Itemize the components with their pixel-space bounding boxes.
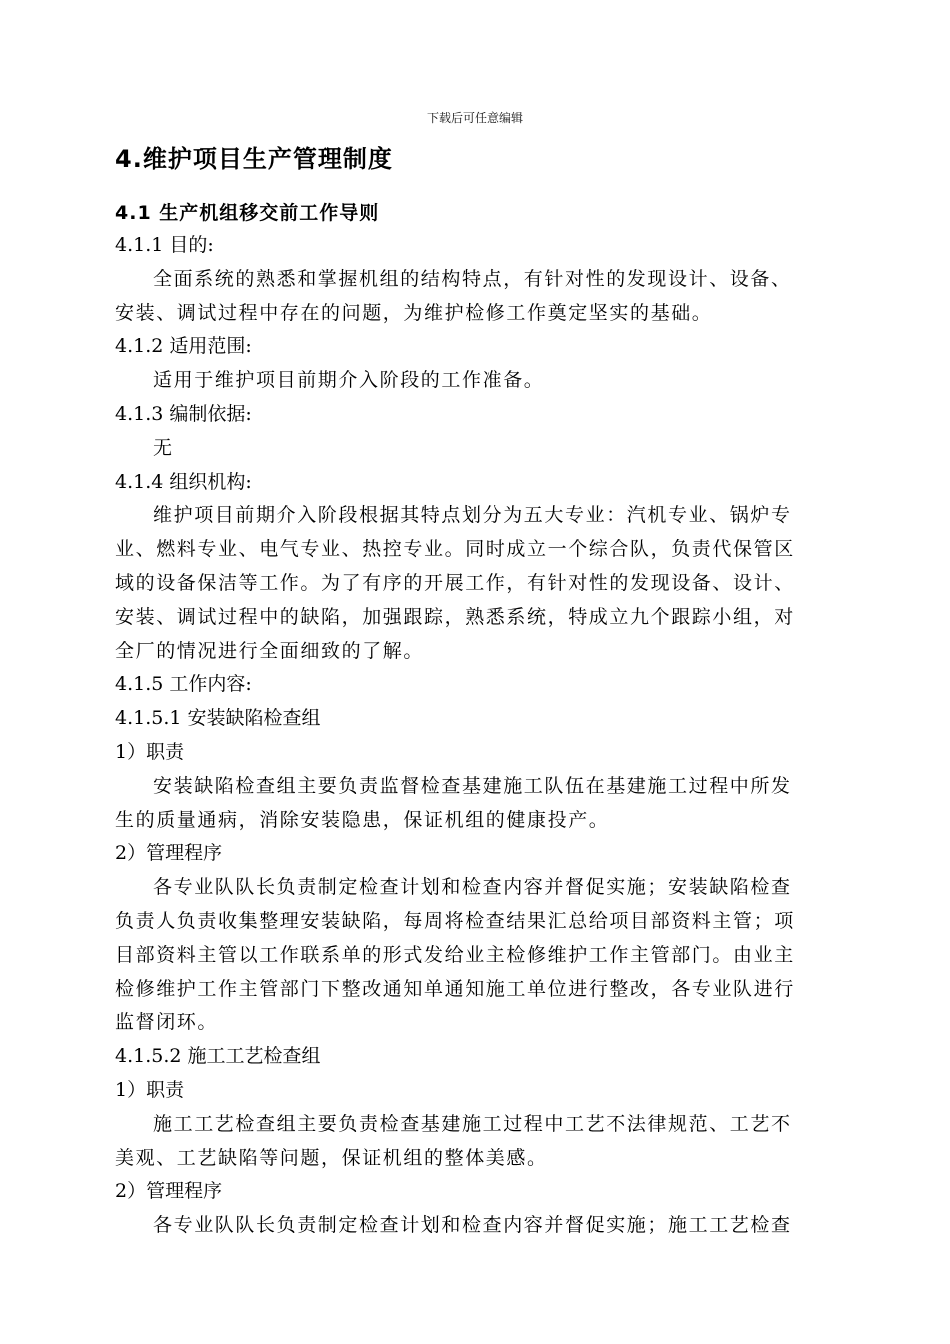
heading-line: 4.1.4 组织机构:: [115, 470, 252, 493]
document-body: [115, 142, 860, 1243]
paragraph-line: 美观、工艺缺陷等问题，保证机组的整体美感。: [115, 1146, 548, 1169]
paragraph-line: 施工工艺检查组主要负责检查基建施工过程中工艺不法律规范、工艺不: [153, 1112, 792, 1135]
paragraph-line: 维护项目前期介入阶段根据其特点划分为五大专业：汽机专业、锅炉专: [153, 504, 792, 527]
paragraph: [115, 364, 860, 398]
paragraph: [115, 432, 860, 466]
section-title: 4.1 生产机组移交前工作导则: [115, 202, 380, 224]
paragraph-line: 目部资料主管以工作联系单的形式发给业主检修维护工作主管部门。由业主: [115, 943, 795, 966]
heading-line: 4.1.5.2 施工工艺检查组: [115, 1045, 321, 1068]
paragraph: [115, 1209, 860, 1243]
paragraph-line: 检修维护工作主管部门下整改通知单通知施工单位进行整改，各专业队进行: [115, 977, 795, 1000]
chapter-title: 4.维护项目生产管理制度: [115, 145, 393, 173]
heading-line: 4.1.5 工作内容:: [115, 673, 252, 696]
paragraph-line: 无: [153, 436, 174, 459]
paragraph-line: 适用于维护项目前期介入阶段的工作准备。: [153, 369, 545, 392]
paragraph-line: 安装、调试过程中存在的问题，为维护检修工作奠定坚实的基础。: [115, 301, 713, 324]
paragraph-line: 全厂的情况进行全面细致的了解。: [115, 639, 425, 662]
paragraph-line: 各专业队队长负责制定检查计划和检查内容并督促实施；安装缺陷检查: [153, 876, 792, 899]
heading-line: 4.1.2 适用范围:: [115, 335, 252, 358]
heading-line: 4.1.5.1 安装缺陷检查组: [115, 707, 321, 730]
paragraph-line: 业、燃料专业、电气专业、热控专业。同时成立一个综合队，负责代保管区: [115, 538, 795, 561]
paragraph-line: 各专业队队长负责制定检查计划和检查内容并督促实施；施工工艺检查: [153, 1214, 792, 1237]
paragraph-line: 全面系统的熟悉和掌握机组的结构特点，有针对性的发现设计、设备、: [153, 267, 792, 290]
paragraph-line: 安装、调试过程中的缺陷，加强跟踪，熟悉系统，特成立九个跟踪小组，对: [115, 605, 795, 628]
paragraph: [115, 499, 860, 668]
heading-line: 2）管理程序: [115, 842, 223, 865]
heading-line: 4.1.1 目的:: [115, 234, 214, 256]
heading-line: 2）管理程序: [115, 1180, 223, 1203]
paragraph: [115, 770, 860, 838]
paragraph-line: 监督闭环。: [115, 1011, 219, 1034]
paragraph-line: 负责人负责收集整理安装缺陷，每周将检查结果汇总给项目部资料主管；项: [115, 909, 795, 932]
heading-line: 1）职责: [115, 1078, 185, 1101]
heading-line: 1）职责: [115, 740, 185, 763]
heading-line: 4.1.3 编制依据:: [115, 402, 252, 425]
paragraph: [115, 871, 860, 1040]
paragraph-line: 安装缺陷检查组主要负责监督检查基建施工队伍在基建施工过程中所发: [153, 774, 792, 797]
paragraph-line: 域的设备保洁等工作。为了有序的开展工作，有针对性的发现设备、设计、: [115, 571, 795, 594]
text-blocks: [115, 229, 860, 1243]
paragraph: [115, 263, 860, 331]
page-header-note: 下载后可任意编辑: [426, 111, 523, 125]
paragraph-line: 生的质量通病，消除安装隐患，保证机组的健康投产。: [115, 808, 610, 831]
paragraph: [115, 1108, 860, 1176]
